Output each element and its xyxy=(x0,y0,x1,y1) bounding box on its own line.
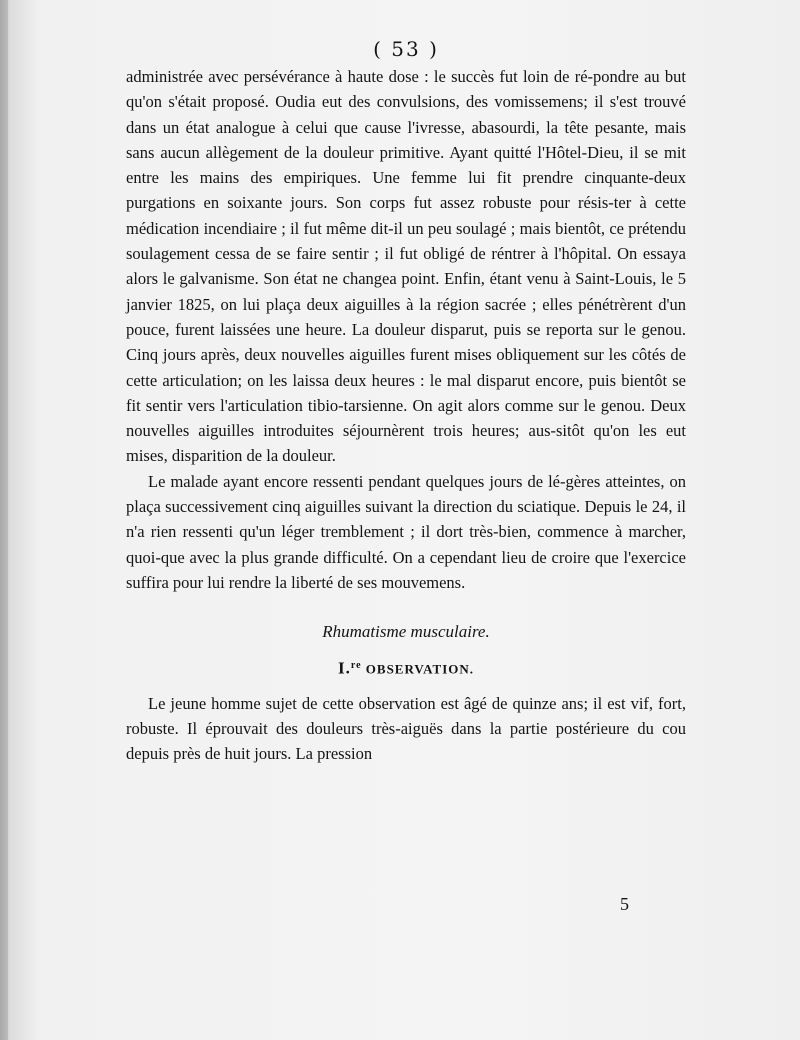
observation-superscript: re xyxy=(350,660,362,672)
paragraph-3: Le jeune homme sujet de cette observation est âgé de quinze ans; il est vif, fort, robuste. Il éprouvait des douleurs très-aiguës dans la partie postérieure du cou depuis près de huit jours. La pression xyxy=(126,693,686,764)
paragraph-2: Le malade ayant encore ressenti pendant quelques jours de lé-gères atteintes, on plaça successivement cinq aiguilles suivant la direction du sciatique. Depuis le 24, il n'a rien ressenti qu'un léger tremblement ; il dort très-bien, commence à marcher, quoi-que avec la plus grande difficulté. On a cependant lieu de croire que l'exercice suffira pour lui rendre la liberté de ses mouvemens. xyxy=(126,471,686,592)
observation-number: I. xyxy=(337,658,351,678)
section-title: Rhumatisme musculaire. xyxy=(322,622,490,642)
page-number: ( 53 ) xyxy=(373,37,439,61)
signature-mark: 5 xyxy=(620,894,629,914)
paragraph-1: administrée avec persévérance à haute dose : le succès fut loin de ré-pondre au but qu'on s'était proposé. Oudia eut des convulsions, des vomissemens; il s'est trouvé dans un état analogue à celui que cause l'ivresse, abasourdi, la tête pesante, mais sans aucun allègement de la douleur primitive. Ayant quitté l'Hôtel-Dieu, il se mit entre les mains des empiriques. Une femme lui fit prendre cinquante-deux purgations en soixante jours. Son corps fut assez robuste pour résis-ter à cette médication incendiaire ; il fut même dit-il un peu soulagé ; mais bientôt, ce prétendu soulagement cessa de se faire sentir ; il fut obligé de réntrer à l'hôpital. On essaya alors le galvanisme. Son état ne changea point. Enfin, étant venu à Saint-Louis, le 5 janvier 1825, on lui plaça deux aiguilles à la région sacrée ; elles pénétrèrent d'un pouce, furent laissées une heure. La douleur disparut, puis se reporta sur le genou. Cinq jours après, deux nouvelles aiguilles furent mises obliquement sur les côtés de cette articulation; on les laissa deux heures : le mal disparut encore, puis bientôt se fit sentir vers l'articulation tibio-tarsienne. On agit alors comme sur le genou. Deux nouvelles aiguilles introduites séjournèrent trois heures; aus-sitôt qu'on les eut mises, disparition de la douleur. xyxy=(126,67,686,466)
observation-heading xyxy=(126,655,686,680)
observation-label: OBSERVATION. xyxy=(365,661,475,677)
text-block xyxy=(126,36,686,766)
gutter-shadow xyxy=(0,0,8,1040)
